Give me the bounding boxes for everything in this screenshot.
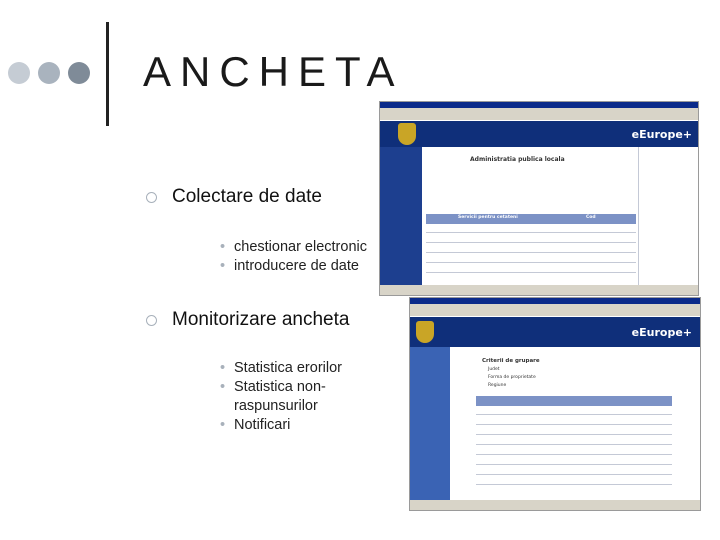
bullet-ring-icon xyxy=(146,192,157,203)
site-banner xyxy=(410,317,700,347)
table-row xyxy=(426,242,636,243)
screenshot-monitoring xyxy=(409,297,701,511)
decorative-dot-mid xyxy=(38,62,60,84)
panel-title: Criterii de grupare xyxy=(482,358,540,364)
screenshot-data-entry xyxy=(379,101,699,296)
crest-logo xyxy=(416,321,434,343)
table-header xyxy=(476,396,672,406)
bullet-ring-icon xyxy=(146,315,157,326)
table-title: Administratia publica locala xyxy=(470,156,565,163)
table-row xyxy=(476,424,672,425)
section2-heading-row xyxy=(172,309,349,331)
slide-title: ANCHETA xyxy=(143,48,404,95)
left-sidebar xyxy=(410,347,450,500)
list-item-line: raspunsurilor xyxy=(234,398,318,414)
list-item xyxy=(234,378,342,416)
brand-logo: eEurope+ xyxy=(631,128,692,141)
table-row xyxy=(476,474,672,475)
column-header: Cod xyxy=(586,215,596,220)
table-row xyxy=(426,232,636,233)
decorative-dot-light xyxy=(8,62,30,84)
brand-logo: eEurope+ xyxy=(631,326,692,339)
site-banner xyxy=(380,121,698,147)
table-row xyxy=(476,484,672,485)
right-column xyxy=(638,147,639,285)
browser-toolbar xyxy=(410,304,700,316)
list-item-line: Statistica non- xyxy=(234,379,326,395)
list-item: • introducere de date xyxy=(234,257,367,276)
radio-option: Forma de proprietate xyxy=(488,375,536,380)
table-row xyxy=(426,272,636,273)
section1-heading: Colectare de date xyxy=(172,186,322,207)
crest-logo xyxy=(398,123,416,145)
table-row xyxy=(476,414,672,415)
table-row xyxy=(476,464,672,465)
table-row xyxy=(426,262,636,263)
list-item: • chestionar electronic xyxy=(234,238,367,257)
left-sidebar xyxy=(380,147,422,285)
list-item: • Notificari xyxy=(234,416,342,435)
section1-heading-row xyxy=(172,186,322,208)
section2-heading: Monitorizare ancheta xyxy=(172,309,350,330)
browser-toolbar xyxy=(380,108,698,120)
browser-statusbar xyxy=(410,500,700,510)
table-row xyxy=(476,454,672,455)
browser-statusbar xyxy=(380,285,698,295)
column-header: Servicii pentru cetateni xyxy=(458,215,518,220)
table-row xyxy=(426,252,636,253)
table-row xyxy=(476,434,672,435)
radio-option: Regiune xyxy=(488,383,507,388)
section2-list xyxy=(234,359,342,435)
title-divider xyxy=(106,22,109,126)
list-item: • Statistica erorilor xyxy=(234,359,342,378)
table-row xyxy=(476,444,672,445)
decorative-dots xyxy=(8,62,98,86)
decorative-dot-dark xyxy=(68,62,90,84)
radio-option: Judet xyxy=(488,367,500,372)
section1-list xyxy=(234,238,367,276)
